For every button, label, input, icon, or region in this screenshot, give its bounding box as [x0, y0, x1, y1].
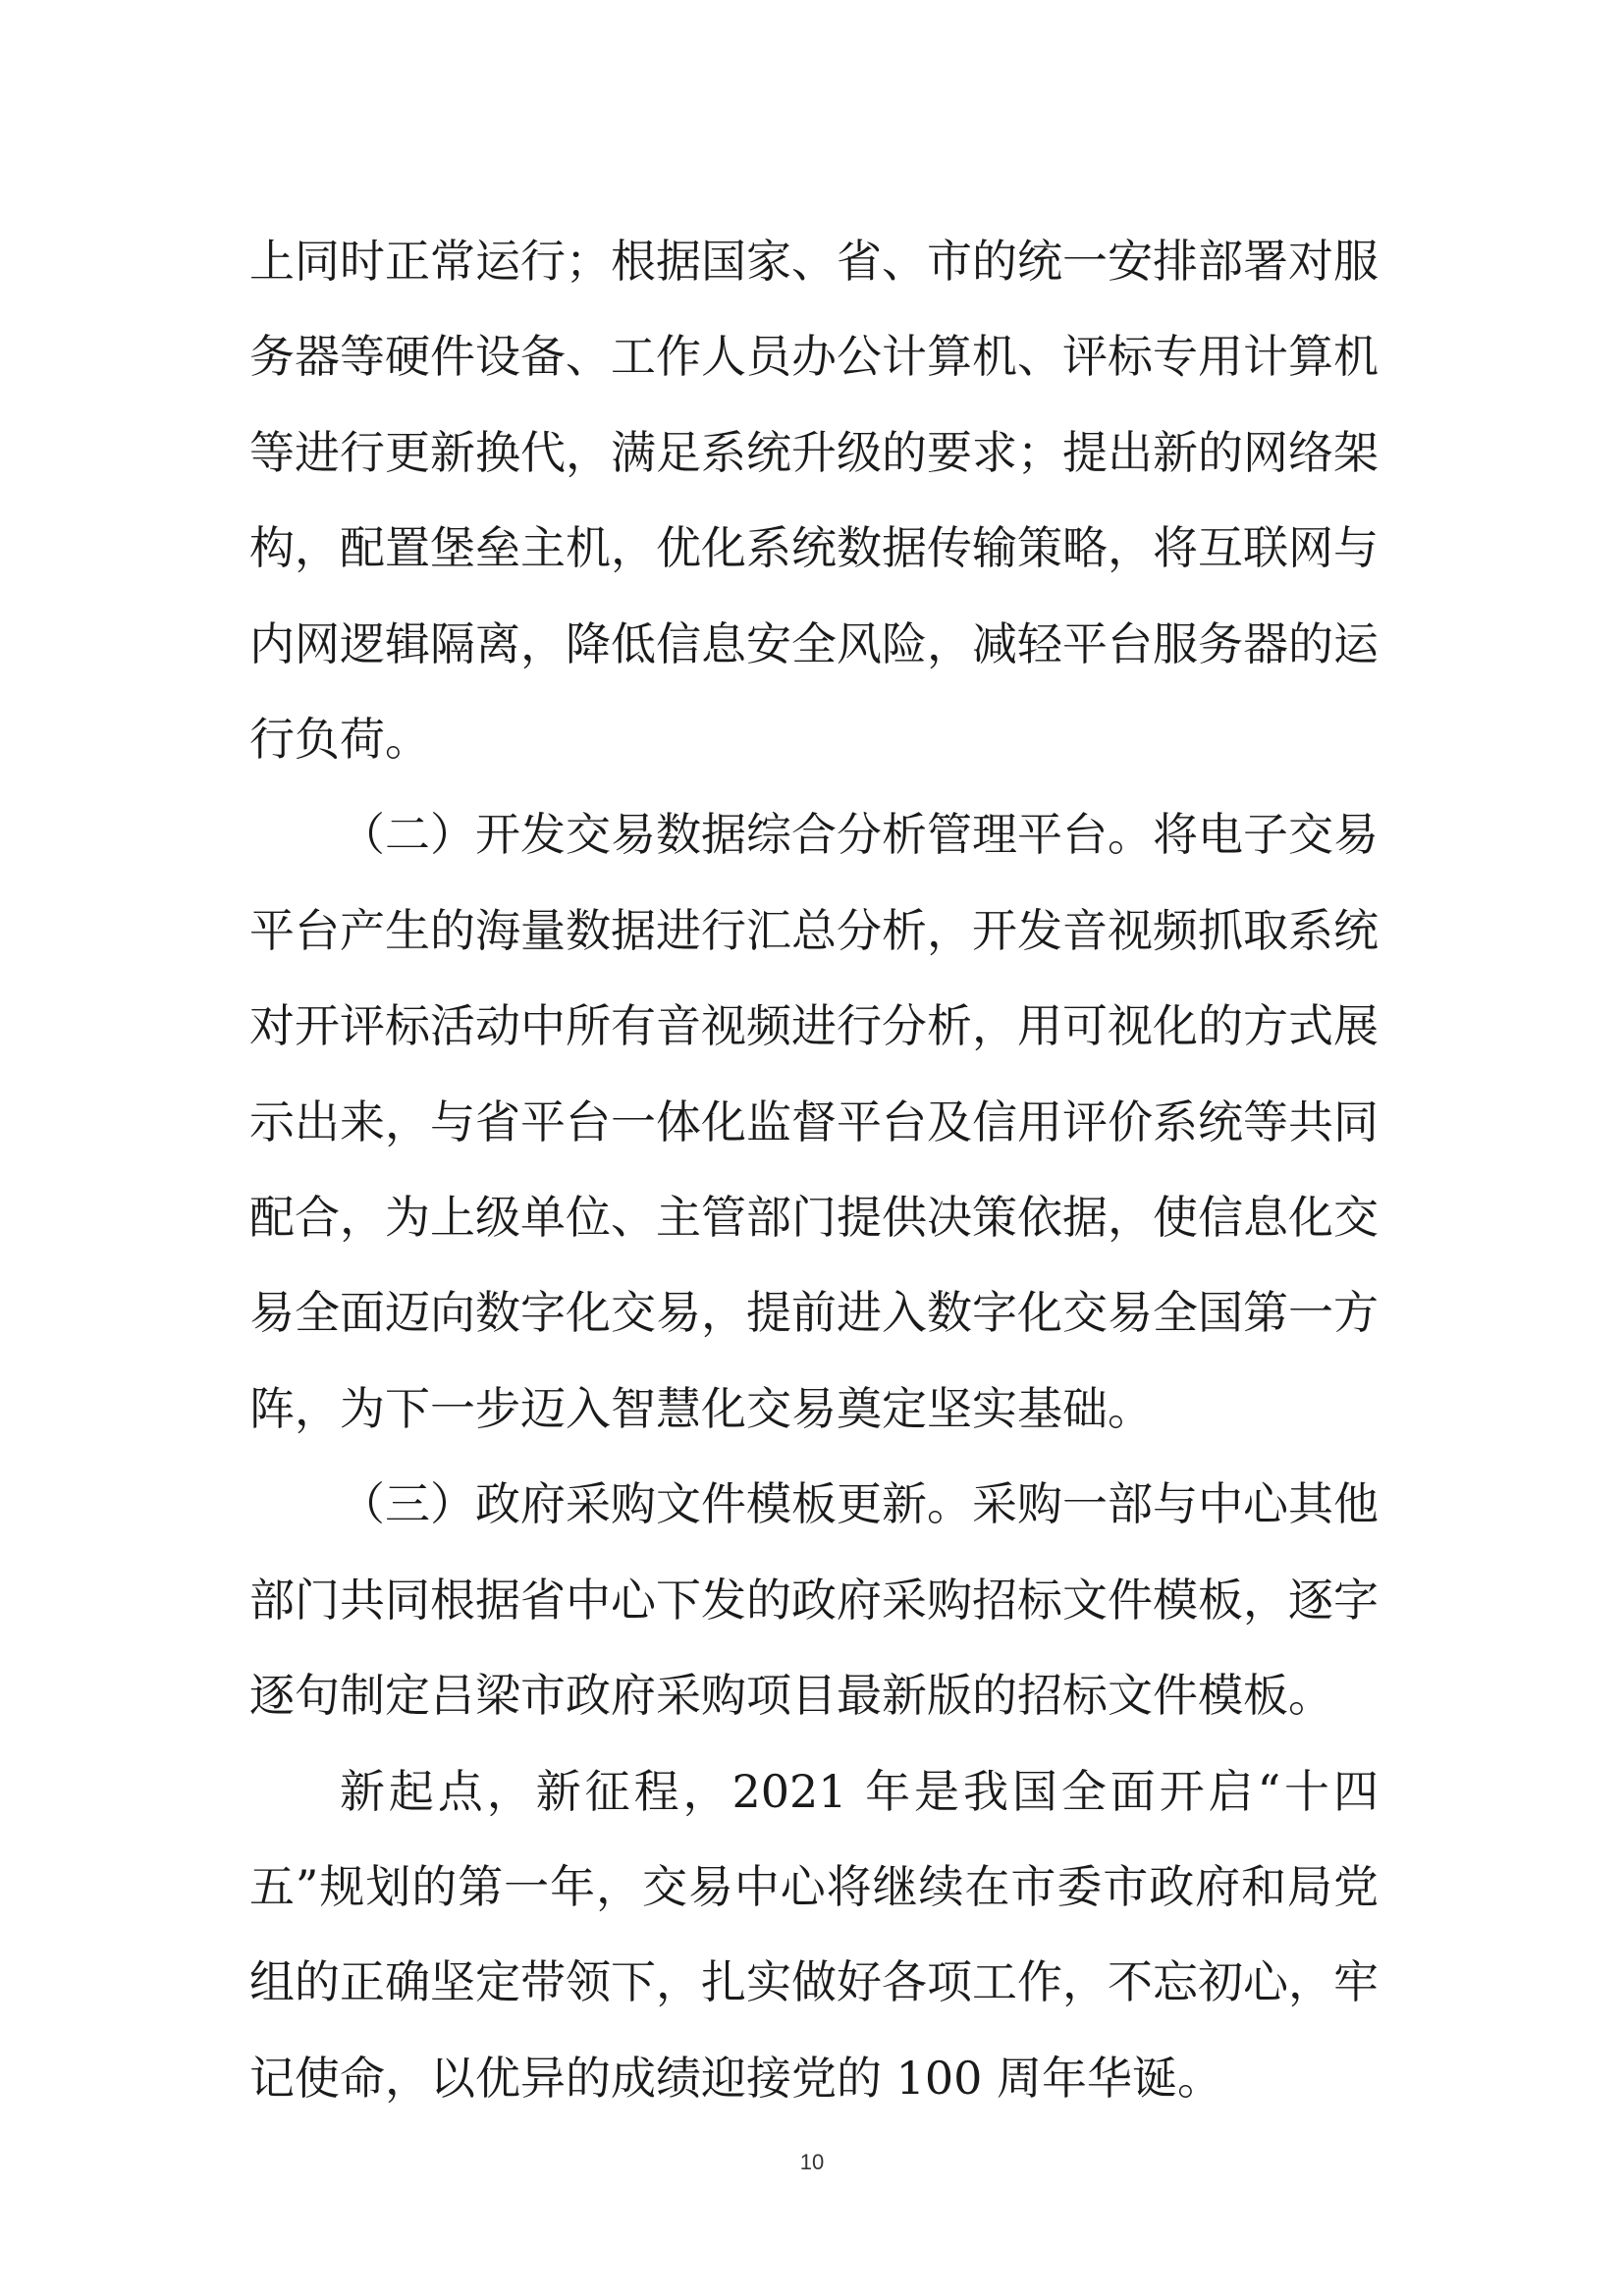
body-text	[249, 214, 1379, 2126]
paragraph-continuation: 上同时正常运行；根据国家、省、市的统一安排部署对服务器等硬件设备、工作人员办公计算机、评标专用计算机等进行更新换代，满足系统升级的要求；提出新的网络架构，配置堡垒主机，优化系统数据传输策略，将互联网与内网逻辑隔离，降低信息安全风险，减轻平台服务器的运行负荷。	[249, 235, 1379, 767]
paragraph-item-three: （三）政府采购文件模板更新。采购一部与中心其他部门共同根据省中心下发的政府采购招标文件模板，逐字逐句制定吕梁市政府采购项目最新版的招标文件模板。	[249, 1477, 1379, 1723]
paragraph-conclusion: 新起点，新征程，2021 年是我国全面开启“十四五”规划的第一年，交易中心将继续在市委市政府和局党组的正确坚定带领下，扎实做好各项工作，不忘初心，牢记使命，以优异的成绩迎接党的 100 周年华诞。	[249, 1764, 1379, 2105]
paragraph-item-two: （二）开发交易数据综合分析管理平台。将电子交易平台产生的海量数据进行汇总分析，开发音视频抓取系统对开评标活动中所有音视频进行分析，用可视化的方式展示出来，与省平台一体化监督平台及信用评价系统等共同配合，为上级单位、主管部门提供决策依据，使信息化交易全面迈向数字化交易，提前进入数字化交易全国第一方阵，为下一步迈入智慧化交易奠定坚实基础。	[249, 808, 1379, 1435]
page-number: 10	[799, 2150, 825, 2174]
